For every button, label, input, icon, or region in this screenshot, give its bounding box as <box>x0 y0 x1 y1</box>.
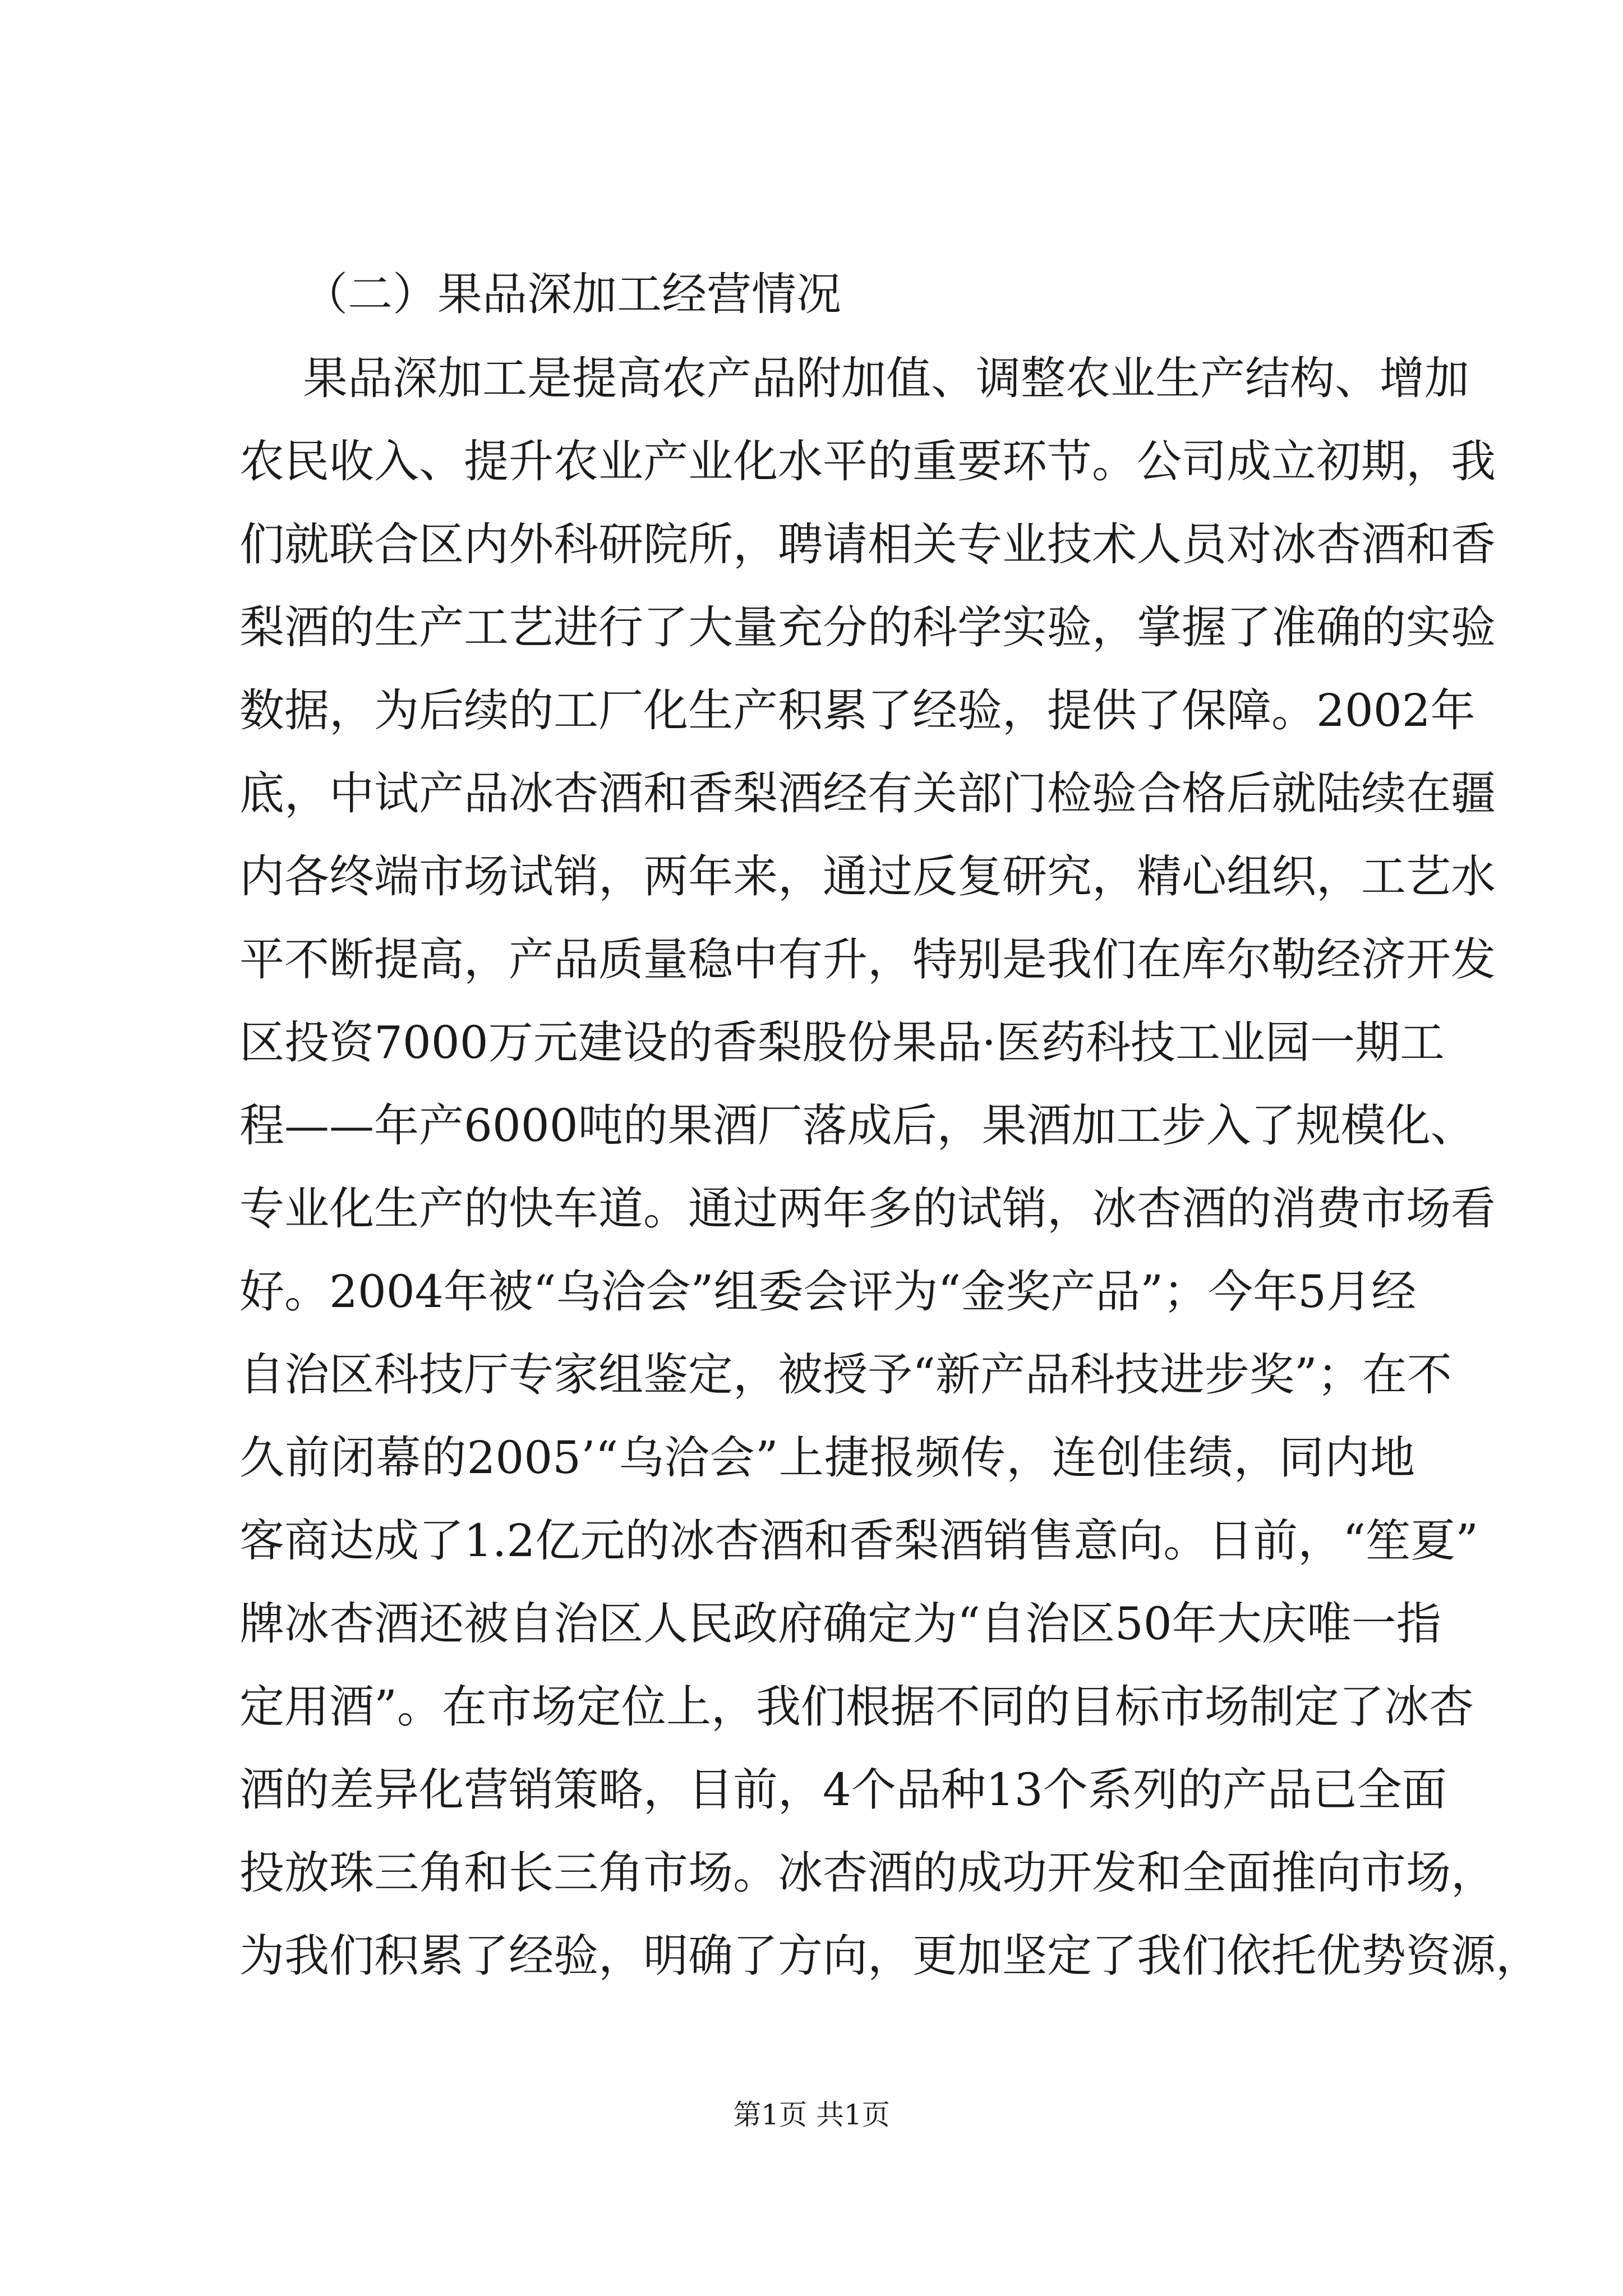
paragraph-line: 定用酒”。在市场定位上，我们根据不同的目标市场制定了冰杏 <box>239 1681 1474 1733</box>
paragraph-line: 久前闭幕的2005’“乌洽会”上捷报频传，连创佳绩，同内地 <box>239 1432 1415 1484</box>
paragraph-line: 自治区科技厅专家组鉴定，被授予“新产品科技进步奖”；在不 <box>239 1349 1452 1401</box>
paragraph-line: 底，中试产品冰杏酒和香梨酒经有关部门检验合格后就陆续在疆 <box>239 767 1496 820</box>
paragraph-line: 们就联合区内外科研院所，聘请相关专业技术人员对冰杏酒和香 <box>239 518 1496 570</box>
paragraph-line: 酒的差异化营销策略，目前，4个品种13个系列的产品已全面 <box>239 1764 1447 1816</box>
paragraph-line: 牌冰杏酒还被自治区人民政府确定为“自治区50年大庆唯一指 <box>239 1598 1441 1650</box>
paragraph-line: 农民收入、提升农业产业化水平的重要环节。公司成立初期，我 <box>239 435 1496 487</box>
paragraph-line: 果品深加工是提高农产品附加值、调整农业生产结构、增加 <box>303 352 1469 404</box>
paragraph-line: 数据，为后续的工厂化生产积累了经验，提供了保障。2002年 <box>239 684 1476 737</box>
page-number-footer: 第1页 共1页 <box>733 2099 890 2131</box>
paragraph-line: 平不断提高，产品质量稳中有升，特别是我们在库尔勒经济开发 <box>239 933 1496 986</box>
section-heading: （二）果品深加工经营情况 <box>303 268 841 320</box>
paragraph-line: 专业化生产的快车道。通过两年多的试销，冰杏酒的消费市场看 <box>239 1182 1496 1235</box>
paragraph-line: 投放珠三角和长三角市场。冰杏酒的成功开发和全面推向市场， <box>239 1847 1496 1899</box>
paragraph-line: 好。2004年被“乌洽会”组委会评为“金奖产品”；今年5月经 <box>239 1266 1417 1318</box>
paragraph-line: 客商达成了1.2亿元的冰杏酒和香梨酒销售意向。日前，“笙夏” <box>239 1515 1479 1567</box>
paragraph-line: 区投资7000万元建设的香梨股份果品·医药科技工业园一期工 <box>239 1016 1445 1069</box>
paragraph-line: 内各终端市场试销，两年来，通过反复研究，精心组织，工艺水 <box>239 850 1496 903</box>
paragraph-line: 程——年产6000吨的果酒厂落成后，果酒加工步入了规模化、 <box>239 1099 1476 1152</box>
paragraph-line: 梨酒的生产工艺进行了大量充分的科学实验，掌握了准确的实验 <box>239 601 1496 654</box>
paragraph-line: 为我们积累了经验，明确了方向，更加坚定了我们依托优势资源， <box>239 1930 1541 1982</box>
